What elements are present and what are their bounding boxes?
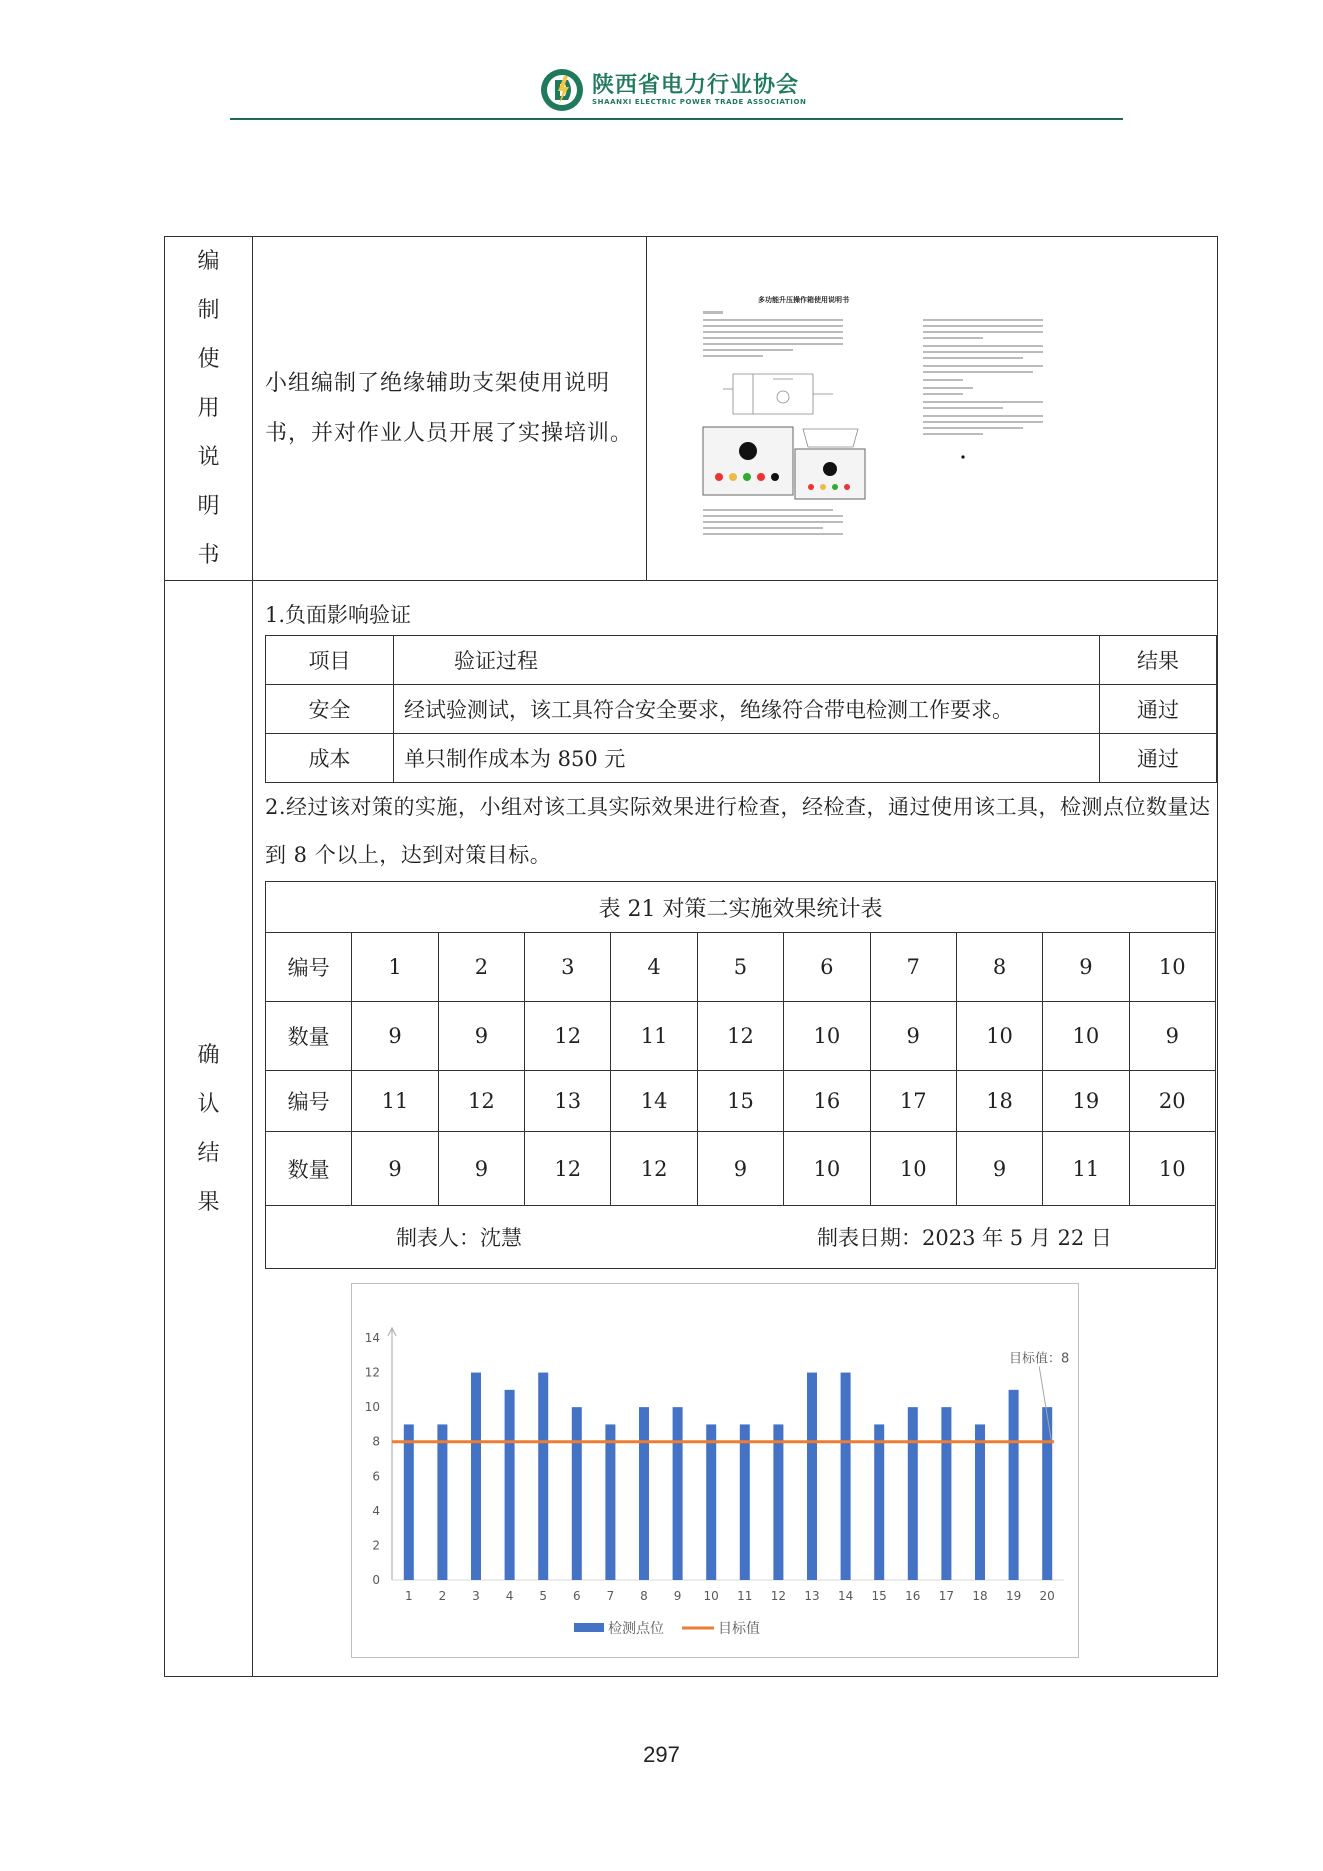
target-annotation-label: 目标值：8 [1009,1351,1070,1367]
stats-id-cell: 10 [1129,933,1215,1002]
stats-qty-label: 数量 [266,1132,352,1206]
table-maker: 制表人：沈慧 [396,1226,522,1250]
y-tick-label: 12 [364,1365,380,1380]
stats-id-cell: 4 [611,933,697,1002]
verification-header-result: 结果 [1100,636,1217,685]
verification-row-cost [266,734,1217,783]
x-tick-label: 1 [404,1589,413,1603]
verification-result: 通过 [1100,685,1217,734]
page-header [0,60,1323,120]
x-tick-label: 13 [804,1589,820,1603]
bar-detection-points [572,1407,582,1580]
verification-header-row [266,636,1217,685]
stats-qty-row-2 [266,1132,1216,1206]
stats-qty-cell: 9 [438,1002,524,1071]
y-tick-label: 4 [372,1503,380,1518]
verification-header-process: 验证过程 [394,636,1100,685]
bar-detection-points [639,1407,649,1580]
org-name-cn: 陕西省电力行业协会 [592,73,800,98]
stats-footer [266,1206,1216,1269]
y-tick-label: 14 [364,1331,380,1345]
association-emblem-icon [540,68,584,112]
stats-qty-cell: 9 [352,1132,438,1206]
stats-qty-cell: 9 [870,1002,956,1071]
bar-detection-points [874,1424,884,1580]
x-tick-label: 11 [737,1589,753,1603]
legend-swatch-detection-points [574,1623,604,1632]
verification-item: 成本 [266,734,394,783]
stats-qty-cell: 9 [956,1132,1042,1206]
legend-label-target-value: 目标值 [718,1621,760,1637]
x-tick-label: 6 [572,1589,581,1603]
x-tick-label: 15 [871,1589,887,1603]
x-tick-label: 10 [703,1589,719,1603]
x-tick-label: 4 [505,1589,514,1603]
page-number: 297 [643,1742,680,1767]
bar-detection-points [908,1407,918,1580]
x-tick-label: 20 [1039,1589,1055,1603]
stats-qty-cell: 12 [611,1132,697,1206]
x-tick-label: 16 [905,1589,921,1603]
bar-detection-points [740,1424,750,1580]
y-tick-label: 2 [372,1538,380,1553]
stats-id-cell: 6 [784,933,870,1002]
stats-id-cell: 2 [438,933,524,1002]
stats-id-cell: 5 [697,933,783,1002]
stats-id-cell: 1 [352,933,438,1002]
stats-id-cell: 16 [784,1071,870,1132]
stats-qty-cell: 10 [1043,1002,1129,1071]
bar-detection-points [404,1424,414,1580]
stats-caption: 表 21 对策二实施效果统计表 [266,882,1216,933]
stats-footer-row [266,1206,1216,1269]
x-tick-label: 12 [770,1589,787,1603]
verification-table [265,635,1217,783]
bar-detection-points [538,1373,548,1580]
stats-qty-cell: 11 [1043,1132,1129,1206]
stats-qty-row-1 [266,1002,1216,1071]
bar-detection-points [505,1390,515,1580]
x-tick-label: 14 [837,1589,854,1603]
stats-qty-cell: 12 [697,1002,783,1071]
manual-description: 小组编制了绝缘辅助支架使用说明书，并对作业人员开展了实操培训。 [253,237,647,581]
x-tick-label: 19 [1005,1589,1022,1603]
stats-qty-cell: 9 [352,1002,438,1071]
x-tick-label: 2 [438,1589,447,1603]
stats-qty-label: 数量 [266,1002,352,1071]
stats-id-cell: 13 [525,1071,611,1132]
y-tick-label: 8 [372,1434,380,1449]
org-name-en: SHAANXI ELECTRIC POWER TRADE ASSOCIATION [592,98,807,106]
bar-detection-points [673,1407,683,1580]
header-divider [230,118,1123,120]
stats-id-cell: 8 [956,933,1042,1002]
x-tick-label: 5 [539,1589,548,1603]
bar-detection-points [437,1424,447,1580]
stats-qty-cell: 12 [525,1132,611,1206]
bar-detection-points [605,1424,615,1580]
stats-id-cell: 12 [438,1071,524,1132]
manual-title: 多功能升压操作箱使用说明书 [758,295,849,304]
x-tick-label: 3 [472,1589,480,1603]
confirmation-content [253,581,1218,1677]
association-logo [540,68,807,112]
bar-detection-points [1009,1390,1019,1580]
negative-impact-title: 1.负面影响验证 [265,603,412,627]
stats-table [265,881,1216,1269]
stats-qty-cell: 10 [870,1132,956,1206]
bar-detection-points [1042,1407,1052,1580]
verification-process: 单只制作成本为 850 元 [394,734,1100,783]
x-tick-label: 18 [972,1589,988,1603]
stats-id-cell: 20 [1129,1071,1215,1132]
stats-id-row-2 [266,1071,1216,1132]
stats-id-cell: 18 [956,1071,1042,1132]
y-tick-label: 6 [372,1469,380,1484]
stats-qty-cell: 11 [611,1002,697,1071]
stats-id-cell: 7 [870,933,956,1002]
stats-id-cell: 17 [870,1071,956,1132]
manual-thumbnail-image [663,279,1063,539]
confirmation-row [165,581,1218,1677]
manual-preview [647,237,1218,581]
legend-label-detection-points: 检测点位 [608,1621,664,1637]
bar-detection-points [841,1373,851,1580]
verification-process: 经试验测试，该工具符合安全要求，绝缘符合带电检测工作要求。 [394,685,1100,734]
effect-check-paragraph: 2.经过该对策的实施，小组对该工具实际效果进行检查，经检查，通过使用该工具，检测点位数量达到 8 个以上，达到对策目标。 [265,795,1211,867]
detection-points-chart [351,1283,1079,1658]
bar-detection-points [706,1424,716,1580]
y-tick-label: 0 [372,1573,380,1587]
verification-item: 安全 [266,685,394,734]
bar-detection-points [975,1424,985,1580]
stats-qty-cell: 9 [1129,1002,1215,1071]
x-tick-label: 7 [606,1589,615,1603]
stats-id-label: 编号 [266,1071,352,1132]
main-table [164,236,1218,1677]
bar-detection-points [941,1407,951,1580]
verification-row-safety [266,685,1217,734]
bar-detection-points [773,1424,783,1580]
stats-id-cell: 19 [1043,1071,1129,1132]
verification-result: 通过 [1100,734,1217,783]
stats-qty-cell: 12 [525,1002,611,1071]
row-label-manual: 编制使用说明书 [165,237,253,581]
stats-id-cell: 15 [697,1071,783,1132]
manual-row [165,237,1218,581]
stats-caption-row [266,882,1216,933]
stats-id-row-1 [266,933,1216,1002]
x-tick-label: 9 [673,1589,682,1603]
chart-canvas [352,1284,1078,1657]
stats-id-cell: 9 [1043,933,1129,1002]
stats-qty-cell: 10 [1129,1132,1215,1206]
verification-header-item: 项目 [266,636,394,685]
stats-qty-cell: 9 [697,1132,783,1206]
row-label-confirmation: 确认结果 [165,581,253,1677]
stats-qty-cell: 10 [784,1132,870,1206]
bar-detection-points [471,1373,481,1580]
x-tick-label: 17 [938,1589,955,1603]
table-date: 制表日期：2023 年 5 月 22 日 [817,1226,1112,1250]
stats-id-cell: 14 [611,1071,697,1132]
x-tick-label: 8 [640,1589,648,1603]
stats-id-cell: 11 [352,1071,438,1132]
stats-id-cell: 3 [525,933,611,1002]
stats-qty-cell: 9 [438,1132,524,1206]
stats-qty-cell: 10 [784,1002,870,1071]
stats-id-label: 编号 [266,933,352,1002]
bar-detection-points [807,1373,817,1580]
stats-qty-cell: 10 [956,1002,1042,1071]
y-tick-label: 10 [364,1400,380,1415]
